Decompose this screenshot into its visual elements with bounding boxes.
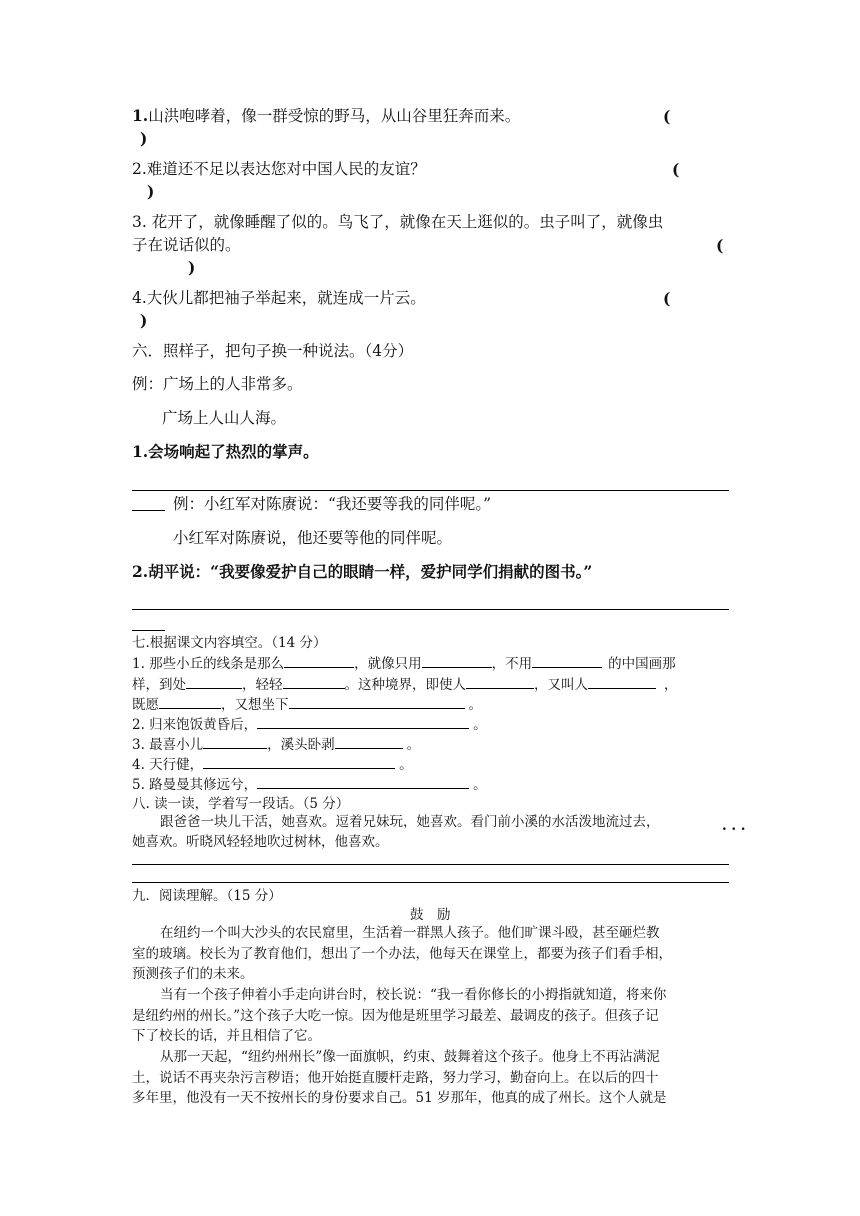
s7-line7	[132, 774, 487, 795]
s5-q4-text: 大伙儿都把袖子举起来，就连成一片云。	[146, 289, 426, 307]
fill-blank[interactable]	[422, 653, 492, 668]
s6-q2-answer-line-tail	[132, 630, 165, 631]
s9-para-line: 下了校长的话，并且相信了它。	[132, 1028, 321, 1044]
s5-q2-text: 难道还不足以表达您对中国人民的友谊？	[146, 160, 426, 178]
s7-line2	[132, 674, 678, 695]
s7-line1	[132, 653, 676, 674]
s7-l4: 2. 归来饱饭黄昏后，	[132, 717, 258, 733]
s5-q3-line2: 子在说话似的。	[132, 236, 241, 254]
s7-line5	[132, 734, 420, 755]
s7-l5b: ，溪头卧剥	[267, 737, 335, 753]
s8-title: 八. 读一读，学着写一段话。（5 分）	[132, 796, 350, 812]
s8-ellipsis: . . .	[722, 818, 746, 834]
s7-l5a: 3. 最喜小儿	[132, 737, 204, 753]
s9-title: 九．阅读理解。（15 分）	[132, 888, 282, 904]
s9-para-line: 室的玻璃。校长为了教育他们，想出了一个办法，他每天在课堂上，都要为孩子们看手相，	[132, 946, 672, 962]
s7-l2d: ，又叫人	[534, 677, 588, 693]
s9-para-line: 从那一天起，“纽约州州长”像一面旗帜，约束、鼓舞着这个孩子。他身上不再沾满泥	[160, 1049, 660, 1065]
s7-l6: 4. 天行健，	[132, 757, 204, 773]
s7-l1b: ，就像只用	[354, 656, 422, 672]
s6-example1-answer: 广场上人山人海。	[162, 409, 287, 427]
s5-q3-open: (	[716, 236, 724, 255]
s7-l2c: 。这种境界，即使人	[344, 677, 466, 693]
s9-para-line: 土，说话不再夹杂污言秽语；他开始挺直腰杆走路，努力学习，勤奋向上。在以后的四十	[132, 1070, 659, 1086]
s7-l7: 5. 路曼曼其修远兮，	[132, 777, 258, 793]
s7-l3b: ，又想坐下	[221, 697, 289, 713]
fill-blank[interactable]	[159, 694, 221, 709]
s7-l3c: 。	[468, 697, 482, 713]
s6-q2-answer-line	[132, 609, 729, 610]
s5-q2-open: (	[672, 160, 680, 179]
fill-blank[interactable]	[257, 774, 469, 789]
s7-l7e: 。	[473, 777, 487, 793]
s7-l6e: 。	[399, 757, 413, 773]
s6-q1: 1.会场响起了热烈的掌声。	[132, 442, 319, 461]
s7-l1a: 1. 那些小丘的线条是那么	[132, 656, 285, 672]
s9-para-line: 当有一个孩子伸着小手走向讲台时，校长说：“我一看你修长的小拇指就知道，将来你	[160, 987, 667, 1003]
s5-q3-close: )	[188, 258, 196, 277]
fill-blank[interactable]	[203, 734, 267, 749]
s9-para-line: 是纽约州的州长。”这个孩子大吃一惊。因为他是班里学习最差、最调皮的孩子。但孩子记	[132, 1008, 659, 1024]
s9-para-line: 预测孩子们的未来。	[132, 966, 254, 982]
fill-blank[interactable]	[588, 674, 656, 689]
s8-para-line2: 她喜欢。听晓风轻轻地吹过树林，他喜欢。	[132, 834, 389, 850]
fill-blank[interactable]	[532, 653, 602, 668]
s7-l5c: 。	[406, 737, 421, 753]
fill-blank[interactable]	[289, 694, 465, 709]
s6-q1-answer-line-tail	[132, 510, 165, 511]
s7-l2a: 样，到处	[132, 677, 186, 693]
s7-l2b: ，轻轻	[242, 677, 283, 693]
s8-answer-line-1	[132, 864, 729, 865]
s5-q2-num: 2.	[132, 160, 147, 178]
s8-para-line1: 跟爸爸一块儿干活，她喜欢。逗着兄妹玩，她喜欢。看门前小溪的水活泼地流过去，	[160, 814, 660, 830]
s6-example2-answer: 小红军对陈赓说，他还要等他的同伴呢。	[173, 529, 453, 547]
s5-q4-open: (	[663, 289, 671, 308]
s7-line6	[132, 754, 413, 775]
fill-blank[interactable]	[203, 754, 395, 769]
s7-l2e: ，	[664, 677, 678, 693]
s5-q2	[132, 158, 426, 180]
s7-l1c: ，不用	[491, 656, 533, 672]
s5-q1	[132, 105, 520, 127]
s5-q4-close: )	[140, 311, 148, 330]
s9-para-line: 多年里，他没有一天不按州长的身份要求自己。51 岁那年，他真的成了州长。这个人就是	[132, 1090, 667, 1106]
s7-l4e: 。	[473, 717, 487, 733]
fill-blank[interactable]	[283, 674, 345, 689]
s6-example2: 例：小红军对陈赓说：“我还要等我的同伴呢。”	[173, 495, 492, 513]
s8-answer-line-2	[132, 882, 729, 883]
fill-blank[interactable]	[466, 674, 534, 689]
s9-para-line: 在纽约一个叫大沙头的农民窟里，生活着一群黑人孩子。他们旷课斗殴，甚至砸烂教	[160, 925, 660, 941]
s7-l1d: 的中国画那	[608, 656, 676, 672]
s5-q2-close: )	[147, 182, 155, 201]
s5-q1-text: 山洪咆哮着，像一群受惊的野马，从山谷里狂奔而来。	[148, 107, 521, 125]
s5-q1-num: 1.	[132, 106, 149, 125]
fill-blank[interactable]	[335, 734, 403, 749]
s9-story-title: 鼓 励	[410, 907, 451, 923]
s5-q1-open: (	[663, 107, 671, 126]
s7-line4	[132, 714, 487, 735]
s6-q1-answer-line	[132, 490, 729, 491]
s7-line3	[132, 694, 482, 715]
s5-q3-line1: 3. 花开了，就像睡醒了似的。鸟飞了，就像在天上逛似的。虫子叫了，就像虫	[132, 213, 664, 231]
fill-blank[interactable]	[284, 653, 354, 668]
s6-example1: 例：广场上的人非常多。	[132, 375, 303, 393]
s6-q2: 2.胡平说：“我要像爱护自己的眼睛一样，爱护同学们捐献的图书。”	[132, 562, 593, 581]
fill-blank[interactable]	[257, 714, 469, 729]
s5-q4-num: 4.	[132, 289, 147, 307]
fill-blank[interactable]	[186, 674, 242, 689]
s6-title: 六．照样子，把句子换一种说法。（4分）	[132, 342, 414, 360]
s7-l3a: 既愿	[132, 697, 159, 713]
s7-title: 七.根据课文内容填空。（14 分）	[132, 635, 327, 651]
s5-q1-close: )	[140, 129, 148, 148]
s5-q4	[132, 287, 426, 309]
